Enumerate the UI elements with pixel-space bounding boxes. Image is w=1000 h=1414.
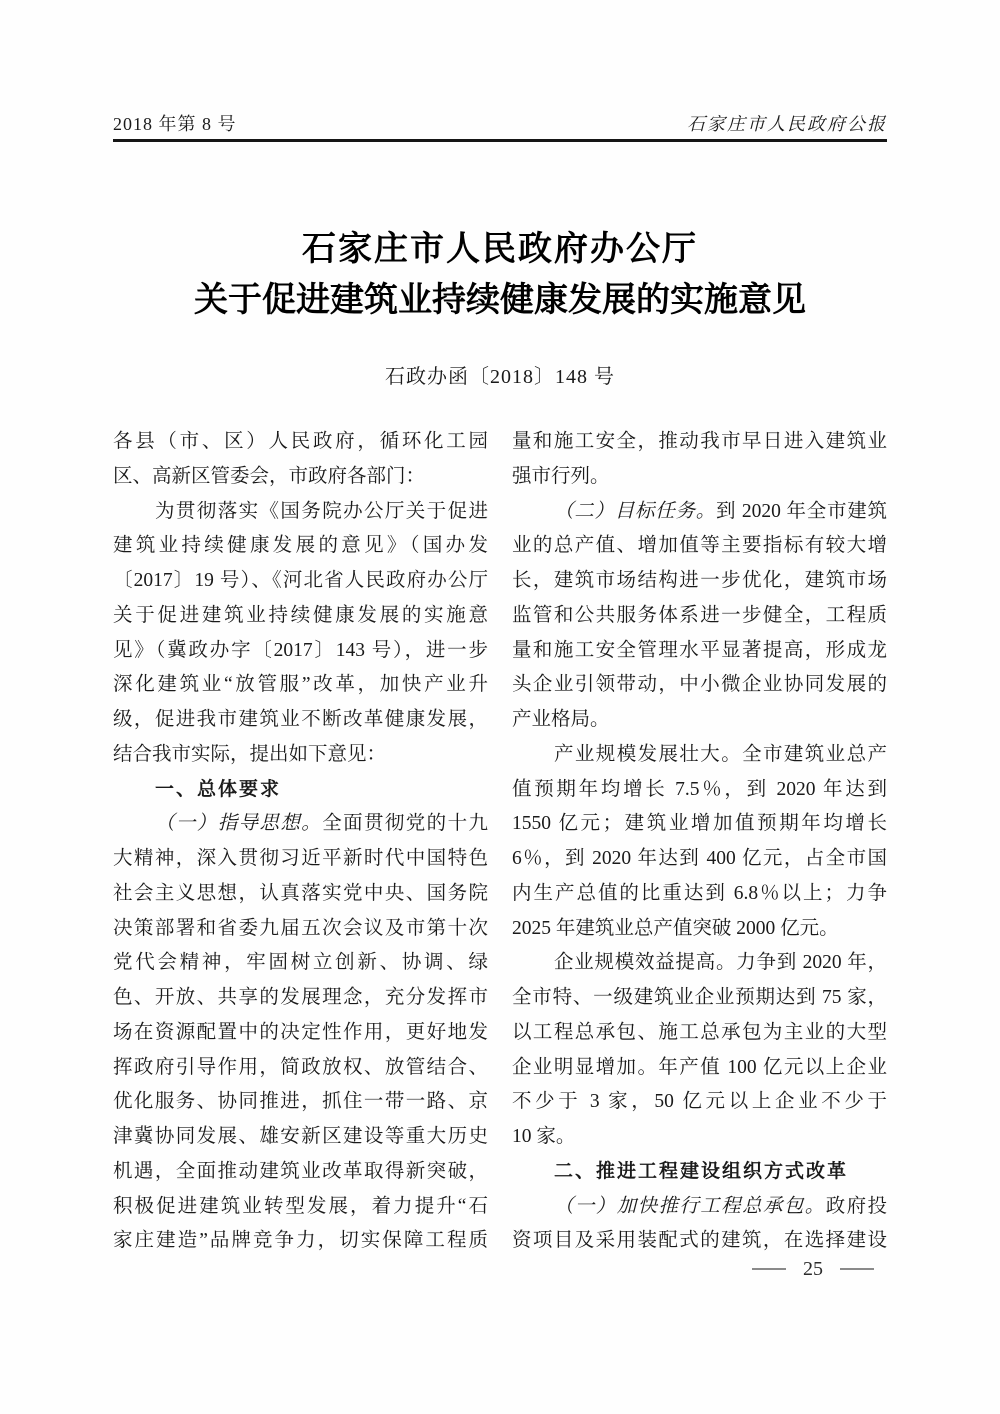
- body-text-line: [113, 425, 488, 460]
- body-text: 2025 年建筑业总产值突破 2000 亿元。: [512, 917, 839, 939]
- body-text: 场在资源配置中的决定性作用，更好地发: [113, 1021, 488, 1043]
- body-text-line: [512, 1085, 887, 1120]
- body-text-line: [113, 1155, 488, 1190]
- body-text: 监管和公共服务体系进一步健全，工程质: [512, 604, 887, 626]
- body-text-line: [512, 564, 887, 599]
- body-text-line: [512, 842, 887, 877]
- document-body: [113, 425, 887, 1261]
- running-header: [113, 110, 887, 138]
- page-number: [752, 1254, 874, 1284]
- gazette-name: 石家庄市人民政府公报: [687, 114, 887, 134]
- body-text: 各县（市、区）人民政府，循环化工园: [113, 431, 488, 452]
- body-text: 党代会精神，牢固树立创新、协调、绿: [113, 952, 488, 974]
- body-text: 建筑业持续健康发展的意见》（国办发: [113, 535, 488, 557]
- body-text: 全面贯彻党的十九: [322, 813, 488, 835]
- body-text-line: [512, 773, 887, 808]
- issue-number-label: 2018 年第 8 号: [113, 114, 237, 134]
- body-text: 长，建筑市场结构进一步优化，建筑市场: [512, 570, 887, 591]
- header-divider-rule: [113, 139, 887, 142]
- body-text-line: [512, 981, 887, 1016]
- body-text: 产业格局。: [512, 709, 610, 730]
- body-text-line: [512, 495, 887, 530]
- body-text-line: [113, 495, 488, 530]
- section-heading-line: [113, 773, 488, 808]
- body-text-line: [113, 1016, 488, 1051]
- page-number-dash-right: [840, 1268, 874, 1270]
- body-text: 内生产总值的比重达到 6.8％以上；力争: [512, 882, 887, 904]
- document-title-line2: 关于促进建筑业持续健康发展的实施意见: [194, 282, 806, 319]
- kai-lead-text: （二）目标任务。: [554, 500, 716, 522]
- body-text-line: [113, 877, 488, 912]
- body-text: 为贯彻落实《国务院办公厅关于促进: [155, 500, 488, 522]
- body-text: 见》（冀政办字〔2017〕143 号），进一步: [113, 639, 488, 661]
- body-text-line: [512, 807, 887, 842]
- section-heading-line: [512, 1155, 887, 1190]
- body-text-line: [113, 912, 488, 947]
- body-text: 政府投: [825, 1195, 887, 1217]
- document-number: 石政办函〔2018〕148 号: [385, 366, 615, 388]
- body-text: 机遇，全面推动建筑业改革取得新突破，: [113, 1160, 488, 1182]
- body-text-line: [512, 634, 887, 669]
- body-text-line: [512, 912, 887, 947]
- body-text: 以工程总承包、施工总承包为主业的大型: [512, 1021, 887, 1043]
- body-text: 10 家。: [512, 1126, 576, 1147]
- body-text-line: [512, 1016, 887, 1051]
- body-text: 不少于 3 家，50 亿元以上企业不少于: [512, 1091, 887, 1113]
- body-text: 企业明显增加。年产值 100 亿元以上企业: [512, 1056, 887, 1078]
- body-text-line: [113, 529, 488, 564]
- body-text-line: [512, 1051, 887, 1086]
- body-text: 量和施工安全管理水平显著提高，形成龙: [512, 639, 887, 661]
- page-number-dash-left: [752, 1268, 786, 1270]
- body-text: 头企业引领带动，中小微企业协同发展的: [512, 674, 887, 696]
- body-text: 结合我市实际，提出如下意见：: [113, 743, 387, 765]
- body-text-line: [512, 425, 887, 460]
- body-text: 家庄建造”品牌竞争力，切实保障工程质: [113, 1230, 488, 1252]
- body-text-line: [512, 460, 887, 495]
- body-text: 〔2017〕19 号）、《河北省人民政府办公厅: [113, 570, 488, 591]
- body-text-line: [512, 599, 887, 634]
- kai-lead-text: （一）指导思想。: [155, 813, 323, 835]
- body-text-line: [512, 738, 887, 773]
- body-text: 一、总体要求: [155, 778, 282, 800]
- body-text-line: [113, 1190, 488, 1225]
- body-text-line: [113, 668, 488, 703]
- body-text-line: [113, 703, 488, 738]
- body-text-line: [512, 877, 887, 912]
- body-text: 大精神，深入贯彻习近平新时代中国特色: [113, 848, 488, 869]
- body-text-line: [113, 564, 488, 599]
- body-text: 1550 亿元；建筑业增加值预期年均增长: [512, 813, 887, 835]
- body-text-line: [113, 807, 488, 842]
- body-text-line: [512, 529, 887, 564]
- body-text: 挥政府引导作用，简政放权、放管结合、: [113, 1056, 488, 1078]
- body-text: 津冀协同发展、雄安新区建设等重大历史: [113, 1126, 488, 1147]
- body-text: 量和施工安全，推动我市早日进入建筑业: [512, 431, 887, 452]
- body-text-line: [113, 1120, 488, 1155]
- body-text-line: [512, 1120, 887, 1155]
- body-text: 业的总产值、增加值等主要指标有较大增: [512, 535, 887, 557]
- body-column-right: [512, 425, 887, 1259]
- body-text: 到 2020 年全市建筑: [715, 500, 887, 522]
- body-text: 产业规模发展壮大。全市建筑业总产: [554, 743, 887, 765]
- body-text: 级，促进我市建筑业不断改革健康发展，: [113, 709, 488, 730]
- document-title: [0, 224, 1000, 326]
- kai-lead-text: （一）加快推行工程总承包。: [554, 1195, 826, 1217]
- body-text-line: [113, 946, 488, 981]
- body-text-line: [113, 842, 488, 877]
- body-text: 6％，到 2020 年达到 400 亿元，占全市国: [512, 848, 887, 869]
- body-text: 决策部署和省委九届五次会议及市第十次: [113, 917, 488, 939]
- body-text: 色、开放、共享的发展理念，充分发挥市: [113, 987, 488, 1008]
- document-title-line1: 石家庄市人民政府办公厅: [302, 231, 698, 268]
- body-text: 优化服务、协同推进，抓住一带一路、京: [113, 1091, 488, 1113]
- page-number-value: 25: [803, 1257, 823, 1280]
- body-text-line: [113, 634, 488, 669]
- body-text-line: [512, 1190, 887, 1225]
- body-text: 社会主义思想，认真落实党中央、国务院: [113, 882, 488, 904]
- body-text: 关于促进建筑业持续健康发展的实施意: [113, 604, 488, 626]
- body-text: 全市特、一级建筑业企业预期达到 75 家，: [512, 987, 887, 1008]
- body-text-line: [512, 703, 887, 738]
- body-text-line: [113, 981, 488, 1016]
- body-text: 区、高新区管委会，市政府各部门：: [113, 465, 426, 487]
- body-text: 值预期年均增长 7.5％，到 2020 年达到: [512, 778, 887, 800]
- body-text-line: [113, 1224, 488, 1259]
- body-text-line: [113, 460, 488, 495]
- body-text-line: [113, 738, 488, 773]
- body-text: 资项目及采用装配式的建筑，在选择建设: [512, 1230, 887, 1252]
- body-text: 深化建筑业“放管服”改革，加快产业升: [113, 674, 488, 696]
- body-text: 二、推进工程建设组织方式改革: [554, 1160, 849, 1182]
- body-column-left: [113, 425, 488, 1259]
- body-text-line: [113, 1085, 488, 1120]
- body-text-line: [113, 1051, 488, 1086]
- body-text-line: [113, 599, 488, 634]
- body-text: 积极促进建筑业转型发展，着力提升“石: [113, 1195, 488, 1217]
- body-text-line: [512, 668, 887, 703]
- body-text-line: [512, 946, 887, 981]
- body-text: 强市行列。: [512, 465, 610, 487]
- body-text: 企业规模效益提高。力争到 2020 年，: [554, 952, 887, 974]
